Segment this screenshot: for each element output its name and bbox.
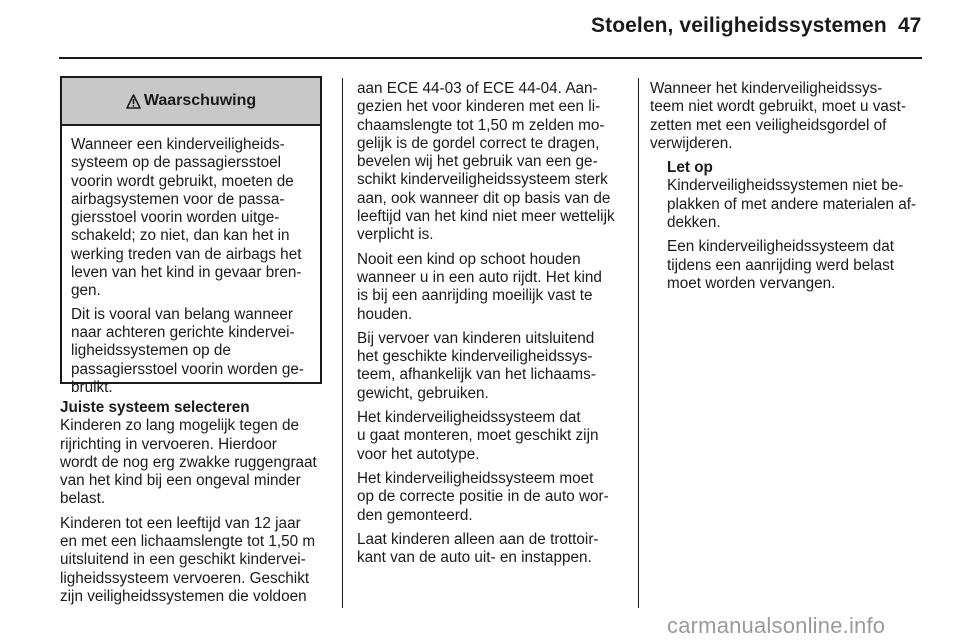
note-block (667, 159, 940, 293)
body-paragraph: Het kinderveiligheidssysteem dat u gaat monteren, moet geschikt zijn voor het autotype. (357, 409, 599, 463)
column-3 (650, 80, 940, 299)
warning-header (62, 78, 320, 126)
body-paragraph: Kinderen tot een leeftijd van 12 jaar en met een lichaamslengte tot 1,50 m uitsluitend in een geschikt kindervei- ligheidssysteem vervoeren. Geschikt zijn veiligheidssystemen die voldoen (60, 514, 316, 605)
body-paragraph: aan ECE 44-03 of ECE 44-04. Aan- gezien het voor kinderen met een li- chaamslengte tot 1,50 m zelden mo- gelijk is de gordel correct te dragen, bevelen wij het gebruik van een ge- schikt kinderveiligheidssysteem sterk aan, ook wanneer dit op basis van de leeftijd van het kind niet meer wettelijk verplicht is. (357, 80, 615, 244)
page-number: 47 (898, 14, 922, 37)
warning-triangle-icon (126, 94, 141, 109)
body-paragraph: Laat kinderen alleen aan de trottoir- kant van de auto uit- en instappen. (357, 530, 599, 567)
body-paragraph: Bij vervoer van kinderen uitsluitend het geschikte kinderveiligheidssys- teem, afhankelijk van het lichaams- gewicht, gebruiken. (357, 329, 596, 402)
column-divider (342, 78, 343, 608)
column-1 (60, 399, 332, 612)
header-divider (59, 57, 922, 59)
body-paragraph: Nooit een kind op schoot houden wanneer u in een auto rijdt. Het kind is bij een aanrijding moeilijk vast te houden. (357, 250, 602, 323)
warning-title: Waarschuwing (143, 92, 257, 109)
note-paragraph: Kinderveiligheidssystemen niet be- plakken of met andere materialen af- dekken. (667, 177, 917, 232)
note-label: Let op (667, 159, 713, 177)
body-paragraph: Het kinderveiligheidssysteem moet op de correcte positie in de auto wor- den gemonteerd. (357, 469, 609, 524)
note-paragraph: Een kinderveiligheidssysteem dat tijdens een aanrijding werd belast moet worden vervangen. (667, 238, 895, 292)
column-divider (638, 78, 639, 608)
column-2 (357, 80, 635, 573)
warning-paragraph: Wanneer een kinderveiligheids- systeem op de passagiersstoel voorin wordt gebruikt, moeten de airbagsystemen voor de passa- giersstoel voorin worden uitge- schakeld; zo niet, dan kan het in werking treden van de airbags het leven van het kind in gevaar bren- gen. (71, 136, 302, 300)
section-heading: Juiste systeem selecteren (60, 399, 250, 416)
body-paragraph: Kinderen zo lang mogelijk tegen de rijrichting in vervoeren. Hierdoor wordt de nog erg zwakke ruggengraat van het kind bij een ongeval minder belast. (60, 417, 317, 508)
watermark: carmanualsonline.info (667, 613, 886, 638)
body-paragraph: Wanneer het kinderveiligheidssys- teem niet wordt gebruikt, moet u vast- zetten met een veiligheidsgordel of verwijderen. (650, 80, 906, 152)
page-title: Stoelen, veiligheidssystemen (591, 14, 887, 37)
warning-paragraph: Dit is vooral van belang wanneer naar achteren gerichte kindervei- ligheidssystemen op de passagiersstoel voorin worden ge- bruikt. (71, 305, 304, 396)
warning-body (62, 126, 320, 397)
warning-box (60, 76, 322, 396)
